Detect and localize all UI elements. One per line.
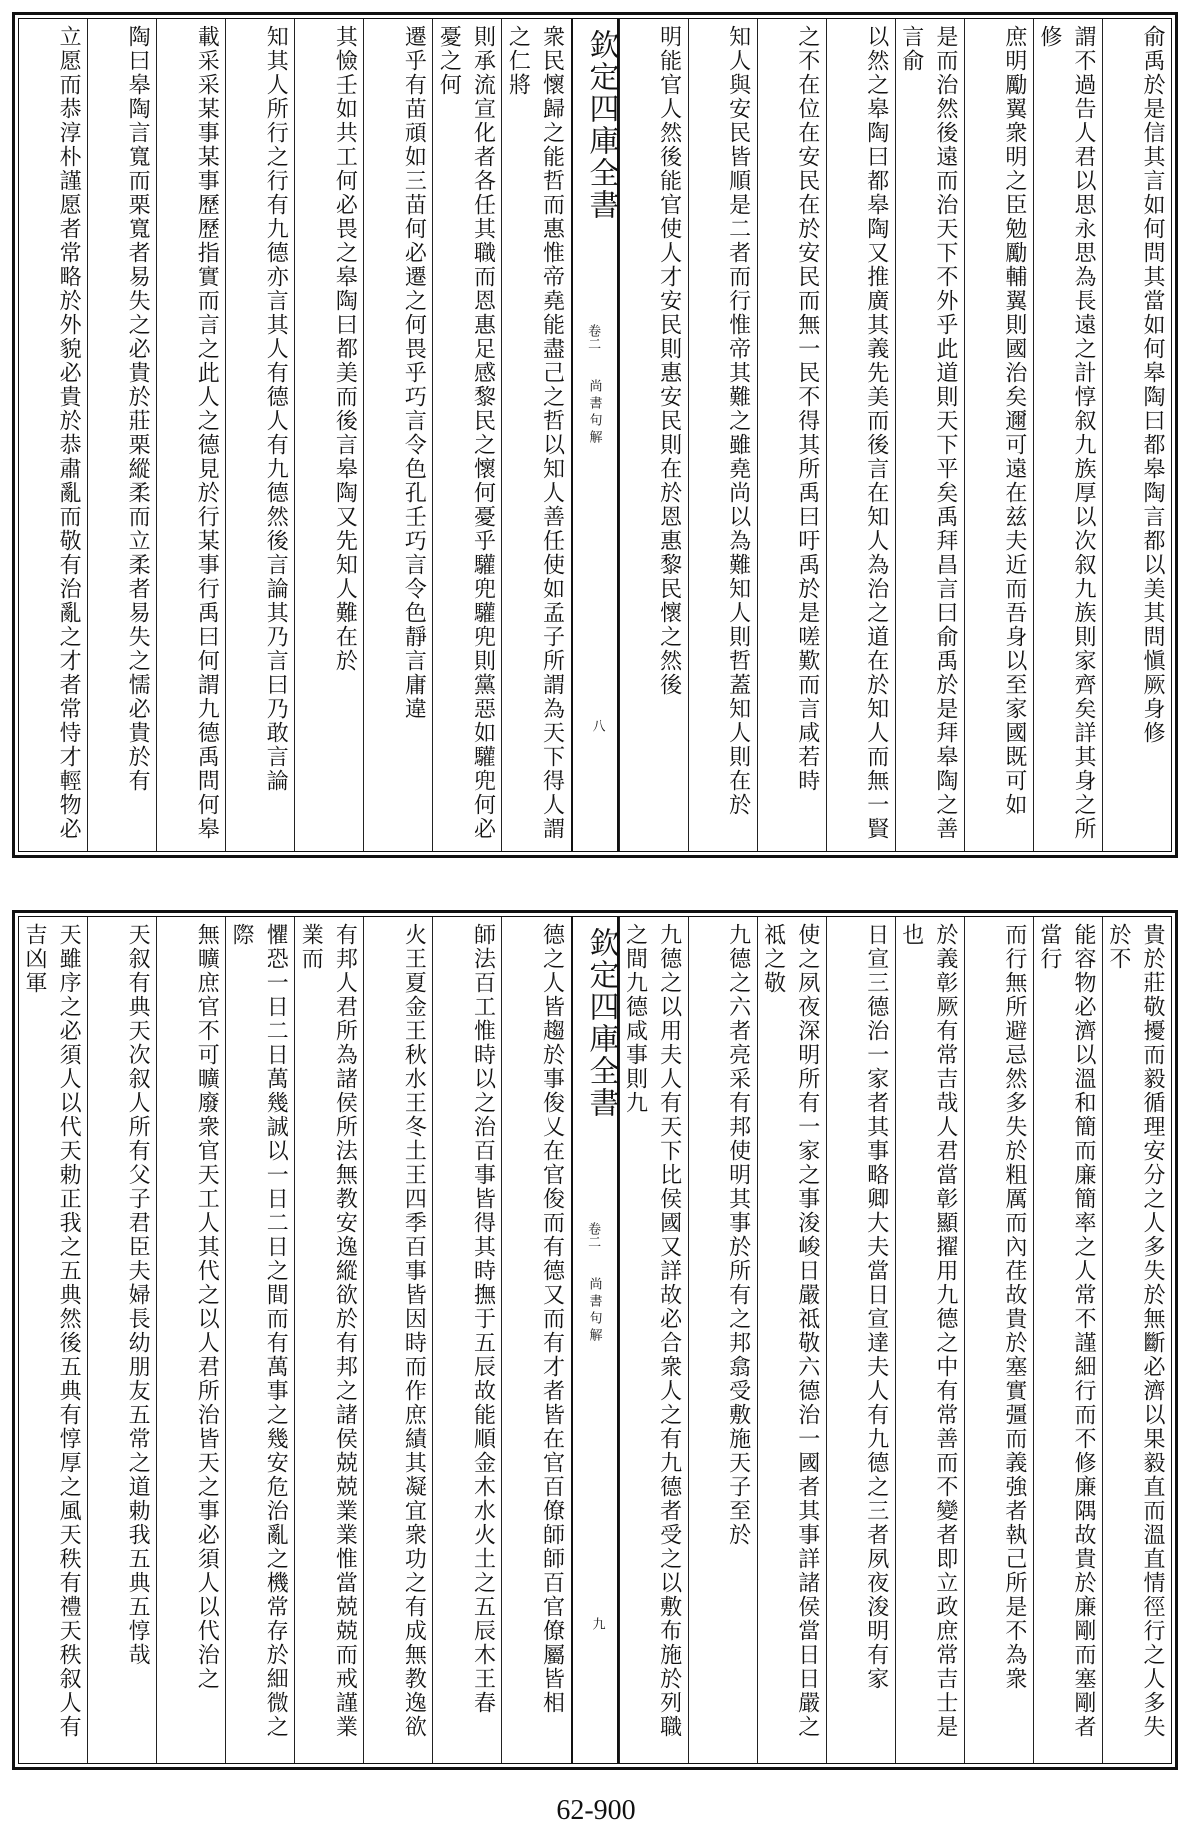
text-column: 無曠庶官不可曠廢衆官天工人其代之以人君所治皆天之事必須人以代治之 xyxy=(156,917,225,1763)
text-column: 能容物必濟以溫和簡而廉簡率之人常不謹細行而不修廉隅故貴於廉剛而塞剛者當行 xyxy=(1033,917,1102,1763)
text-column: 立愿而恭淳朴謹愿者常略於外貌必貴於恭肅亂而敬有治亂之才者常恃才輕物必 xyxy=(56,25,82,841)
text-column: 其憸壬如共工何必畏之皋陶曰都美而後言皋陶又先知人難在於 xyxy=(294,19,363,851)
spine-title: 欽定四庫全書 xyxy=(583,927,619,1119)
text-column: 使之夙夜深明所有一家之事浚峻日嚴祗敬六德治一國者其事詳諸侯當日日嚴之祗之敬 xyxy=(757,917,826,1763)
text-column: 庶明勵翼衆明之臣勉勵輔翼則國治矣邇可遠在兹夫近而吾身以至家國既可如 xyxy=(964,19,1033,851)
spine-book-title: 尚書句解 xyxy=(586,379,602,447)
lower-columns xyxy=(19,917,1171,1763)
text-column: 懼恐一日二日萬幾誠以一日二日之間而有萬事之幾安危治亂之機常存於細微之際 xyxy=(225,917,294,1763)
text-column: 知其人所行之行有九德亦言其人有德人有九德然後言論其乃言曰乃敢言論 xyxy=(225,19,294,851)
text-column: 天叙有典天次叙人所有父子君臣夫婦長幼朋友五常之道勅我五典五惇哉 xyxy=(87,917,156,1763)
text-column: 以然之皋陶曰都皋陶又推廣其義先美而後言在知人為治之道在於知人而無一賢 xyxy=(826,19,895,851)
text-column: 是而治然後遠而治天下不外乎此道則天下平矣禹拜昌言曰俞禹於是拜皋陶之善言俞 xyxy=(895,19,964,851)
text-column: 遷乎有苗頑如三苗何必遷之何畏乎巧言令色孔壬巧言令色靜言庸違 xyxy=(363,19,432,851)
text-column: 九德之以用夫人有天下比侯國又詳故必合衆人之有九德者受之以敷布施於列職之間九德咸事則九 xyxy=(619,917,688,1763)
text-column: 天雖序之必須人以代天勅正我之五典然後五典有惇厚之風天秩有禮天秩叙人有吉凶軍 xyxy=(21,923,82,1739)
text-column: 九德之六者亮采有邦使明其事於所有之邦翕受敷施天子至於 xyxy=(688,917,757,1763)
text-column: 於義彰厥有常吉哉人君當彰顯擢用九德之中有常善而不變者即立政庶常吉士是也 xyxy=(895,917,964,1763)
spine-book-title: 尚書句解 xyxy=(586,1277,602,1345)
text-column: 貴於莊敬擾而毅循理安分之人多失於無斷必濟以果毅直而溫直情徑行之人多失於不 xyxy=(1102,917,1171,1763)
upper-leaf xyxy=(12,12,1178,858)
text-column: 德之人皆趨於事俊乂在官俊而有德又而有才者皆在官百僚師師百官僚屬皆相 xyxy=(501,917,570,1763)
text-column: 而行無所避忌然多失於粗厲而內荏故貴於塞實彊而義強者執己所是不為衆 xyxy=(964,917,1033,1763)
spine-title: 欽定四庫全書 xyxy=(583,29,619,221)
text-column: 則承流宣化者各任其職而恩惠足感黎民之懷何憂乎驩兜驩兜則黨惡如驩兜何必憂之何 xyxy=(432,19,501,851)
text-column: 明能官人然後能官使人才安民則惠安民則在於恩惠黎民懷之然後 xyxy=(619,19,688,851)
spine-page-number: 九 xyxy=(589,1617,605,1630)
text-column: 之不在位在安民在於安民而無一民不得其所禹曰吁禹於是嗟歎而言咸若時 xyxy=(757,19,826,851)
spine-page-number: 八 xyxy=(589,719,605,732)
spine-chapter: 卷二 xyxy=(585,324,601,350)
text-column: 有邦人君所為諸侯所法無教安逸縱欲於有邦之諸侯兢兢業業惟當兢兢而戒謹業業而 xyxy=(294,917,363,1763)
text-column: 知人與安民皆順是二者而行惟帝其難之雖堯尚以為難知人則哲蓋知人則在於 xyxy=(688,19,757,851)
center-spine xyxy=(571,917,619,1763)
text-column: 謂不過告人君以思永思為長遠之計惇叙九族厚以次叙九族則家齊矣詳其身之所修 xyxy=(1033,19,1102,851)
spine-chapter: 卷二 xyxy=(585,1222,601,1248)
lower-leaf xyxy=(12,910,1178,1770)
center-spine xyxy=(571,19,619,851)
text-column: 日宣三德治一家者其事略卿大夫當日宣達夫人有九德之三者夙夜浚明有家 xyxy=(826,917,895,1763)
text-column: 載采采某事某事歷歷指實而言之此人之德見於行某事行禹曰何謂九德禹問何皋 xyxy=(156,19,225,851)
text-column: 陶曰皋陶言寬而栗寬者易失之必貴於莊栗縱柔而立柔者易失之懦必貴於有 xyxy=(87,19,156,851)
text-column: 師法百工惟時以之治百事皆得其時撫于五辰故能順金木水火土之五辰木王春 xyxy=(432,917,501,1763)
text-column: 俞禹於是信其言如何問其當如何皋陶曰都皋陶言都以美其問愼厥身修 xyxy=(1102,19,1171,851)
text-column: 衆民懷歸之能哲而惠惟帝堯能盡己之哲以知人善任使如孟子所謂為天下得人謂之仁將 xyxy=(501,19,570,851)
upper-columns xyxy=(19,19,1171,851)
page-code: 62-900 xyxy=(556,1795,636,1826)
text-column: 火王夏金王秋水王冬土王四季百事皆因時而作庶績其凝宜衆功之有成無教逸欲 xyxy=(363,917,432,1763)
